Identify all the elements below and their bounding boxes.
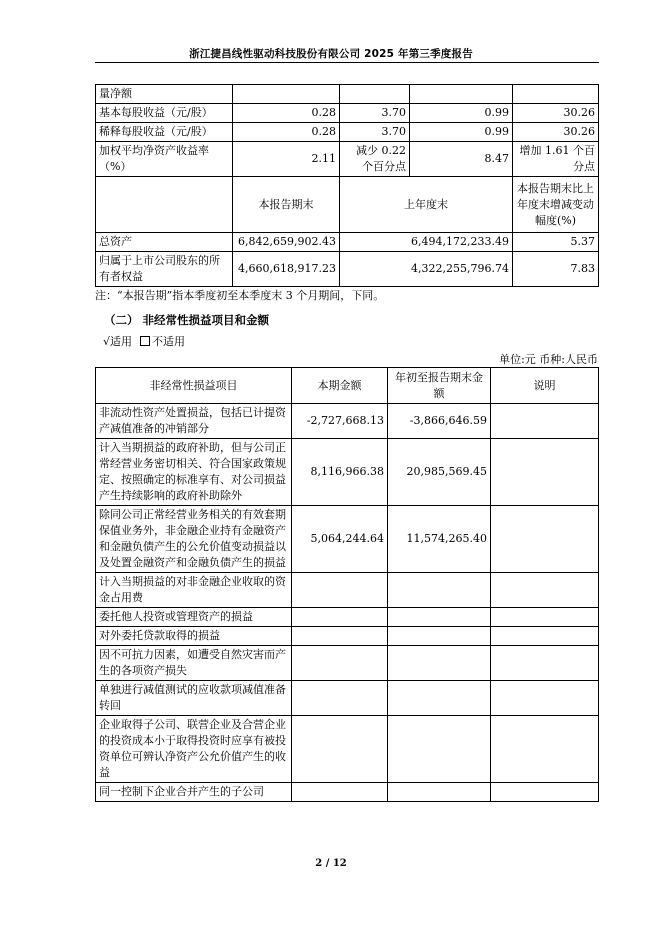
current-amount <box>292 573 388 608</box>
table-row <box>96 681 599 716</box>
ytd-amount <box>388 573 491 608</box>
table-cell: 7.83 <box>513 252 599 287</box>
item-label: 非流动性资产处置损益，包括已计提资产减值准备的冲销部分 <box>96 404 292 439</box>
item-label: 计入当期损益的政府补助，但与公司正常经营业务密切相关、符合国家政策规定、按照确定的标准享有、对公司损益产生持续影响的政府补助除外 <box>96 439 292 506</box>
table-cell: 0.99 <box>410 123 513 142</box>
table-cell: 8.47 <box>410 142 513 177</box>
ytd-amount: -3,866,646.59 <box>388 404 491 439</box>
current-amount <box>292 608 388 627</box>
item-label: 企业取得子公司、联营企业及合营企业的投资成本小于取得投资时应享有被投资单位可辨认净资产公允价值产生的收益 <box>96 716 292 783</box>
remark <box>491 646 599 681</box>
table-cell <box>340 85 410 104</box>
table-cell: 30.26 <box>513 104 599 123</box>
section-title: （二） 非经常性损益项目和金额 <box>104 313 270 327</box>
current-amount: -2,727,668.13 <box>292 404 388 439</box>
financial-summary-table <box>95 84 599 287</box>
non-recurring-items-table <box>95 367 599 802</box>
remark <box>491 608 599 627</box>
table-cell: 5.37 <box>513 233 599 252</box>
remark <box>491 627 599 646</box>
table-row <box>96 252 599 287</box>
table-row <box>96 573 599 608</box>
unit-currency-label: 单位:元 币种:人民币 <box>499 353 598 366</box>
item-label: 因不可抗力因素，如遭受自然灾害而产生的各项资产损失 <box>96 646 292 681</box>
current-amount <box>292 716 388 783</box>
table-row <box>96 783 599 802</box>
table-cell: 4,660,618,917.23 <box>233 252 340 287</box>
table-header-row <box>96 368 599 404</box>
ytd-amount: 11,574,265.40 <box>388 506 491 573</box>
table-cell <box>513 85 599 104</box>
column-header: 非经常性损益项目 <box>96 368 292 404</box>
remark <box>491 681 599 716</box>
row-label: 稀释每股收益（元/股） <box>96 123 233 142</box>
table-cell: 2.11 <box>233 142 340 177</box>
ytd-amount <box>388 627 491 646</box>
table-cell: 0.99 <box>410 104 513 123</box>
not-applicable-label: 不适用 <box>152 335 186 348</box>
ytd-amount: 20,985,569.45 <box>388 439 491 506</box>
column-header: 年初至报告期末金额 <box>388 368 491 404</box>
column-header: 本报告期末 <box>233 177 340 233</box>
table-cell: 6,842,659,902.43 <box>233 233 340 252</box>
page-number: 2 / 12 <box>315 858 347 869</box>
column-header: 本报告期末比上年度末增减变动幅度(%) <box>513 177 599 233</box>
current-amount: 8,116,966.38 <box>292 439 388 506</box>
remark <box>491 716 599 783</box>
current-amount <box>292 681 388 716</box>
item-label: 委托他人投资或管理资产的损益 <box>96 608 292 627</box>
table-cell: 3.70 <box>340 104 410 123</box>
table-subheader-row <box>96 177 599 233</box>
remark <box>491 506 599 573</box>
ytd-amount <box>388 646 491 681</box>
table-cell: 0.28 <box>233 104 340 123</box>
table-row <box>96 233 599 252</box>
ytd-amount <box>388 783 491 802</box>
table-row <box>96 627 599 646</box>
row-label: 归属于上市公司股东的所有者权益 <box>96 252 233 287</box>
footnote: 注：“本报告期”指本季度初至本季度末 3 个月期间，下同。 <box>95 289 385 302</box>
table-row <box>96 439 599 506</box>
row-label: 基本每股收益（元/股） <box>96 104 233 123</box>
table-row <box>96 506 599 573</box>
header-divider <box>95 62 599 63</box>
table-row <box>96 142 599 177</box>
remark <box>491 439 599 506</box>
table-cell: 减少 0.22 个百分点 <box>340 142 410 177</box>
ytd-amount <box>388 716 491 783</box>
current-amount <box>292 627 388 646</box>
item-label: 对外委托贷款取得的损益 <box>96 627 292 646</box>
ytd-amount <box>388 608 491 627</box>
current-amount <box>292 783 388 802</box>
report-header-title: 浙江捷昌线性驱动科技股份有限公司 2025 年第三季度报告 <box>189 48 473 60</box>
remark <box>491 404 599 439</box>
remark <box>491 573 599 608</box>
table-row <box>96 123 599 142</box>
ytd-amount <box>388 681 491 716</box>
row-label: 总资产 <box>96 233 233 252</box>
item-label: 计入当期损益的对非金融企业收取的资金占用费 <box>96 573 292 608</box>
table-cell <box>410 85 513 104</box>
column-header: 本期金额 <box>292 368 388 404</box>
row-label: 加权平均净资产收益率（%） <box>96 142 233 177</box>
table-cell: 3.70 <box>340 123 410 142</box>
applicability-checkboxes <box>103 333 185 349</box>
table-row <box>96 85 599 104</box>
table-cell: 4,322,255,796.74 <box>340 252 513 287</box>
current-amount: 5,064,244.64 <box>292 506 388 573</box>
column-header: 上年度末 <box>340 177 513 233</box>
table-row <box>96 404 599 439</box>
table-cell: 30.26 <box>513 123 599 142</box>
table-cell: 量净额 <box>96 85 233 104</box>
remark <box>491 783 599 802</box>
table-cell: 0.28 <box>233 123 340 142</box>
table-row <box>96 104 599 123</box>
table-cell: 增加 1.61 个百分点 <box>513 142 599 177</box>
applicable-checked: √适用 <box>103 335 133 348</box>
table-cell <box>96 177 233 233</box>
table-row <box>96 646 599 681</box>
checkbox-empty-icon <box>140 336 150 346</box>
item-label: 除同公司正常经营业务相关的有效套期保值业务外，非金融企业持有金融资产和金融负债产生的公允价值变动损益以及处置金融资产和金融负债产生的损益 <box>96 506 292 573</box>
table-cell: 6,494,172,233.49 <box>340 233 513 252</box>
item-label: 单独进行减值测试的应收款项减值准备转回 <box>96 681 292 716</box>
item-label: 同一控制下企业合并产生的子公司 <box>96 783 292 802</box>
table-row <box>96 716 599 783</box>
table-row <box>96 608 599 627</box>
current-amount <box>292 646 388 681</box>
table-cell <box>233 85 340 104</box>
column-header: 说明 <box>491 368 599 404</box>
